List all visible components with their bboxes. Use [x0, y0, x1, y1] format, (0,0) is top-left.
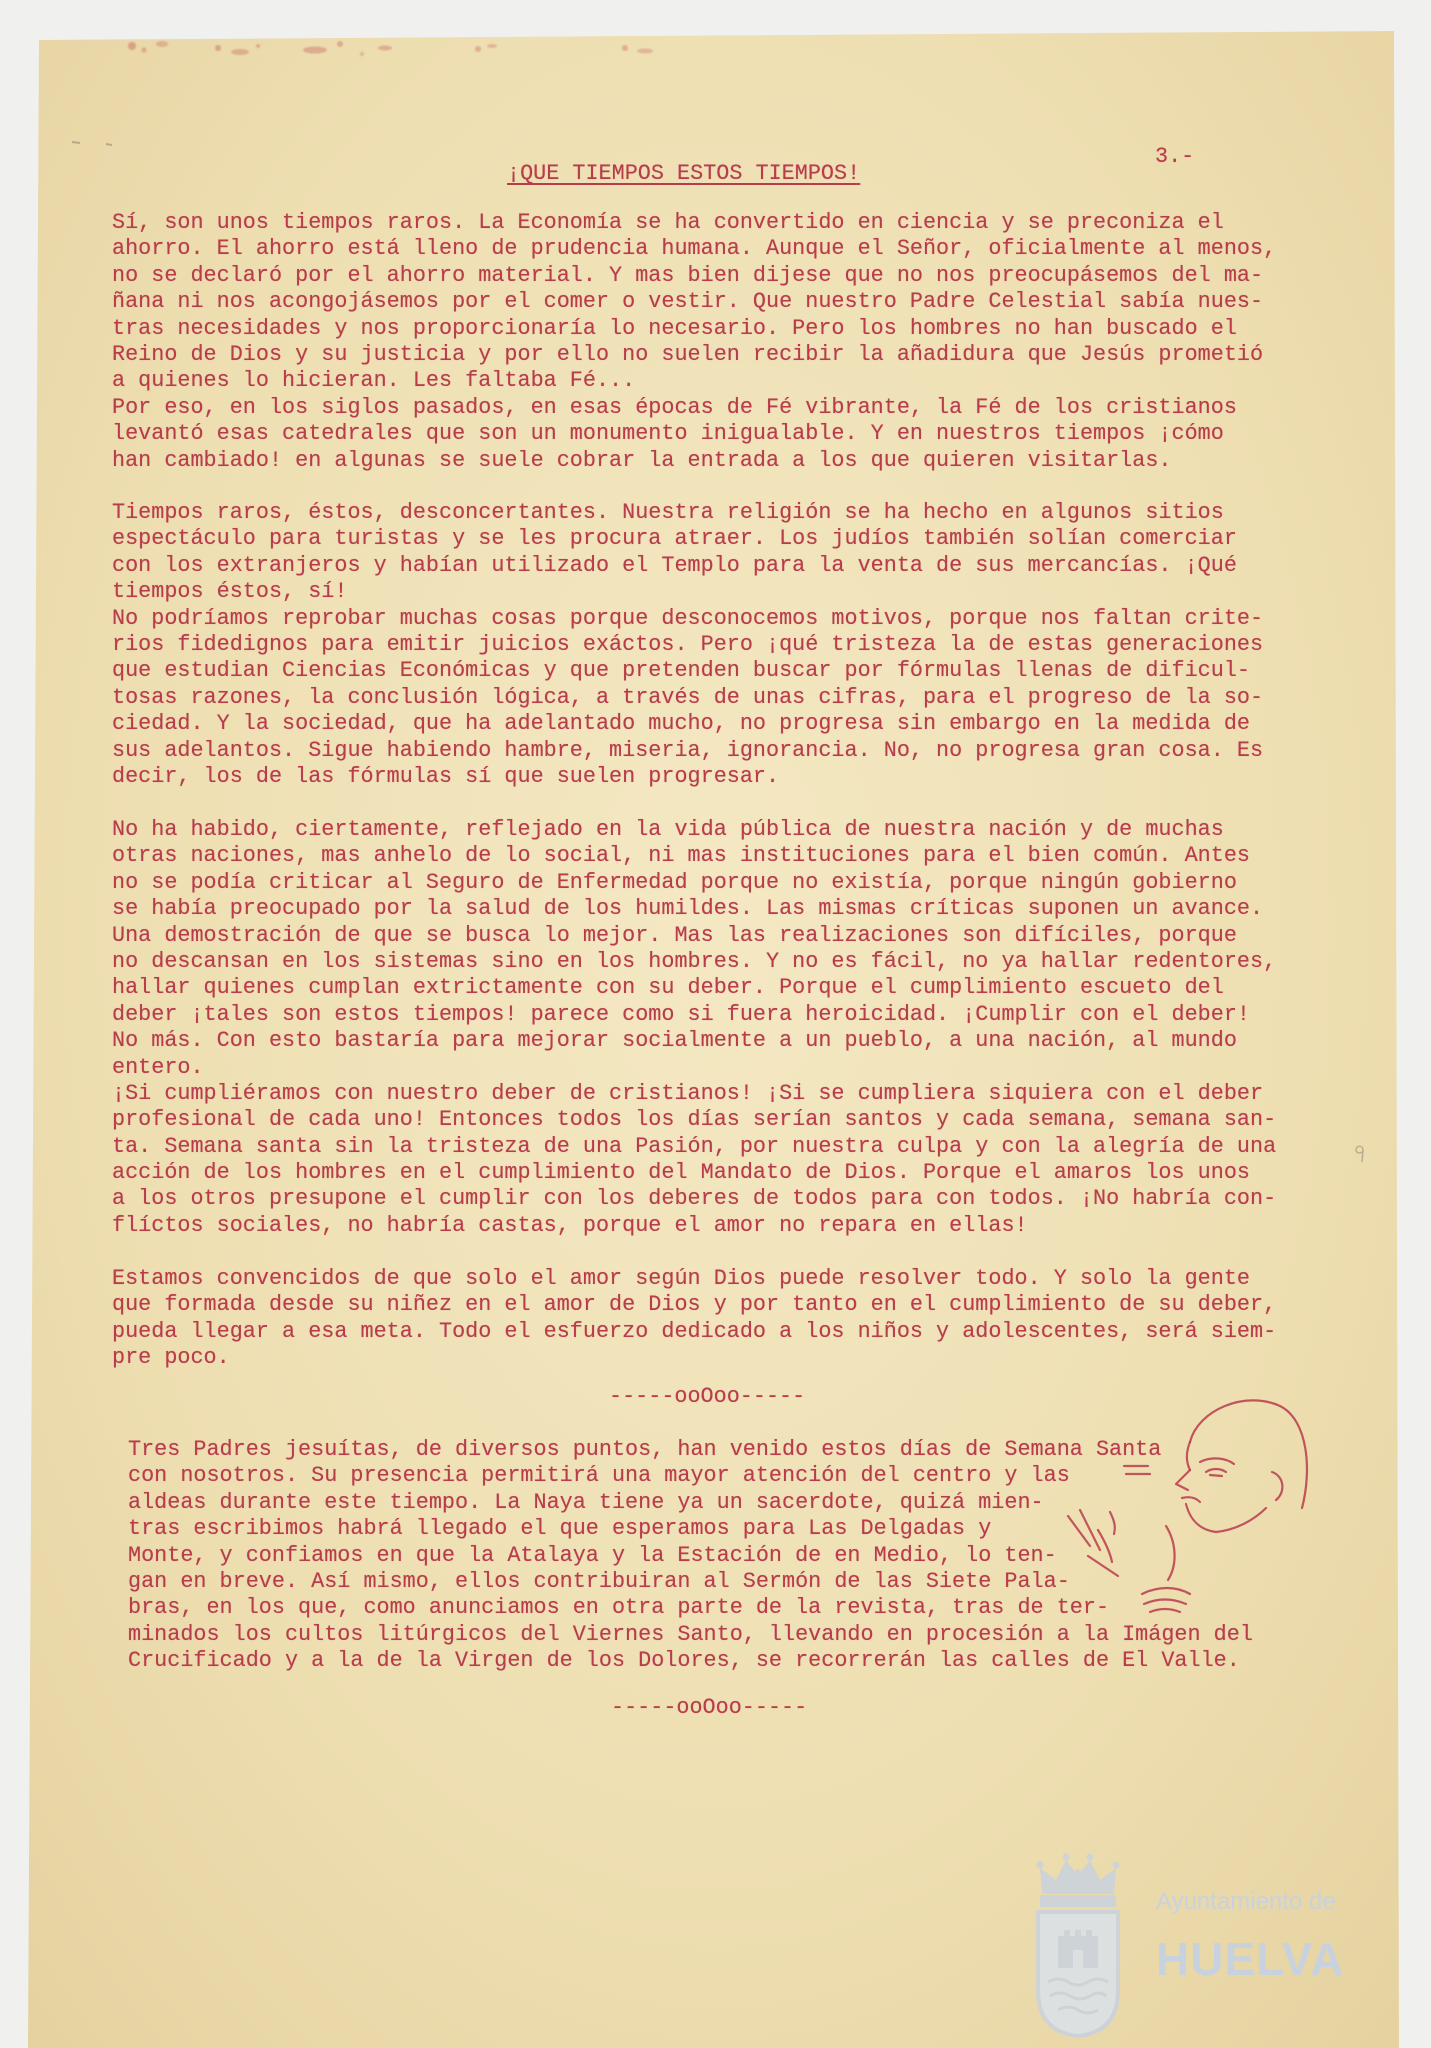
text-line: ahorro. El ahorro está lleno de prudencia humana. Aunque el Señor, oficialmente al menos, — [112, 236, 1277, 262]
text-line: no se podía criticar al Seguro de Enfermedad porque no existía, porque ningún gobierno — [112, 869, 1237, 895]
text-line: a los otros presupone el cumplir con los deberes de todos para con todos. ¡No habría con- — [112, 1186, 1277, 1212]
text-line: se había preocupado por la salud de los humildes. Las mismas críticas suponen un avance. — [112, 896, 1264, 922]
text-line: Tiempos raros, éstos, desconcertantes. Nuestra religión se ha hecho en algunos sitios — [112, 500, 1224, 525]
edge-marks — [60, 128, 130, 158]
side-mark — [1352, 1142, 1368, 1166]
text-line: Monte, y confiamos en que la Atalaya y la Estación de en Medio, lo ten- — [128, 1542, 1057, 1568]
text-line: han cambiado! en algunas se suele cobrar la entrada a los que quieren visitarlas. — [112, 447, 1172, 473]
text-line: gan en breve. Así mismo, ellos contribuiran al Sermón de las Siete Pala- — [128, 1568, 1070, 1594]
text-line: ciedad. Y la sociedad, que ha adelantado mucho, no progresa sin embargo en la medida de — [112, 711, 1250, 737]
text-line: ¡Si cumpliéramos con nuestro deber de cristianos! ¡Si se cumpliera siquiera con el deber — [112, 1080, 1264, 1106]
page-number: 3.- — [1155, 144, 1195, 169]
text-line: tiempos éstos, sí! — [112, 579, 348, 605]
separator-top: -----ooOoo----- — [609, 1384, 806, 1409]
text-line: decir, los de las fórmulas sí que suelen progresar. — [112, 763, 780, 789]
text-line: hallar quienes cumplan extrictamente con su deber. Porque el cumplimiento escueto del — [112, 975, 1224, 1001]
text-line: con nosotros. Su presencia permitirá una mayor atención del centro y las — [128, 1463, 1070, 1489]
article-title: ¡QUE TIEMPOS ESTOS TIEMPOS! — [507, 161, 861, 186]
text-line: que estudian Ciencias Económicas y que pretenden buscar por fórmulas llenas de dificul- — [112, 658, 1250, 684]
text-line: Reino de Dios y su justicia y por ello no suelen recibir la añadidura que Jesús prometió — [112, 341, 1264, 367]
text-line: deber ¡tales son estos tiempos! parece como si fuera heroicidad. ¡Cumplir con el deber! — [112, 1001, 1250, 1027]
text-line: bras, en los que, como anunciamos en otra parte de la revista, tras de ter- — [128, 1595, 1110, 1621]
text-line: no descansan en los sistemas sino en los hombres. Y no es fácil, no ya hallar redentores, — [112, 948, 1277, 974]
crest-icon — [1028, 1850, 1128, 2040]
text-line: ta. Semana santa sin la tristeza de una Pasión, por nuestra culpa y con la alegría de una — [112, 1133, 1277, 1159]
text-line: Crucificado y a la de la Virgen de los Dolores, se recorrerán las calles de El Valle. — [128, 1648, 1240, 1674]
text-line: Por eso, en los siglos pasados, en esas épocas de Fé vibrante, la Fé de los cristianos — [112, 394, 1237, 420]
paragraph-3 — [112, 817, 1276, 1239]
text-line: entero. — [112, 1054, 204, 1080]
paragraph-2 — [112, 500, 1263, 790]
text-line: Una demostración de que se busca lo mejor. Mas las realizaciones son difíciles, porque — [112, 922, 1237, 948]
watermark-line-1: Ayuntamiento de — [1156, 1888, 1336, 1915]
text-line: No podríamos reprobar muchas cosas porque desconocemos motivos, porque nos faltan crite- — [112, 605, 1264, 631]
separator-bottom: -----ooOoo----- — [611, 1695, 808, 1720]
text-line: no se declaró por el ahorro material. Y mas bien dijese que no nos preocupásemos del ma- — [112, 262, 1264, 288]
text-line: pre poco. — [112, 1345, 230, 1371]
text-line: flíctos sociales, no habría castas, porque el amor no repara en ellas! — [112, 1212, 1028, 1238]
text-line: espectáculo para turistas y se les procura atraer. Los judíos también solían comerciar — [112, 526, 1237, 552]
text-line: ñana ni nos acongojásemos por el comer o vestir. Que nuestro Padre Celestial sabía nues- — [112, 289, 1264, 315]
text-line: levantó esas catedrales que son un monumento inigualable. Y en nuestros tiempos ¡cómo — [112, 421, 1224, 447]
text-line: Sí, son unos tiempos raros. La Economía se ha convertido en ciencia y se preconiza el — [112, 210, 1224, 235]
portrait-sketch — [1040, 1380, 1330, 1640]
text-line: minados los cultos litúrgicos del Viernes Santo, llevando en procesión a la Imágen del — [128, 1621, 1253, 1647]
text-line: tosas razones, la conclusión lógica, a través de unas cifras, para el progreso de la so- — [112, 684, 1264, 710]
text-line: a quienes lo hicieran. Les faltaba Fé... — [112, 368, 636, 394]
text-line: Tres Padres jesuítas, de diversos puntos, han venido estos días de Semana Santa — [128, 1437, 1162, 1462]
text-line: rios fidedignos para emitir juicios exáctos. Pero ¡qué tristeza la de estas generaciones — [112, 631, 1264, 657]
paragraph-1 — [112, 210, 1276, 474]
paragraph-4 — [112, 1266, 1276, 1372]
text-line: con los extranjeros y habían utilizado el Templo para la venta de sus mercancías. ¡Qué — [112, 552, 1237, 578]
ink-stain-marks — [100, 34, 700, 74]
text-line: otras naciones, mas anhelo de lo social, ni mas instituciones para el bien común. Antes — [112, 843, 1250, 869]
text-line: tras escribimos habrá llegado el que esperamos para Las Delgadas y — [128, 1516, 992, 1542]
text-line: Estamos convencidos de que solo el amor según Dios puede resolver todo. Y solo la gente — [112, 1266, 1250, 1291]
text-line: aldeas durante este tiempo. La Naya tiene ya un sacerdote, quizá mien- — [128, 1489, 1044, 1515]
text-line: No más. Con esto bastaría para mejorar socialmente a un pueblo, a una nación, al mundo — [112, 1028, 1237, 1054]
watermark-line-2: HUELVA — [1156, 1933, 1345, 1985]
text-line: profesional de cada uno! Entonces todos los días serían santos y cada semana, semana san- — [112, 1107, 1277, 1133]
text-line: acción de los hombres en el cumplimiento del Mandato de Dios. Porque el amaros los unos — [112, 1160, 1250, 1186]
text-line: que formada desde su niñez en el amor de Dios y por tanto en el cumplimiento de su deber, — [112, 1292, 1277, 1318]
text-line: No ha habido, ciertamente, reflejado en la vida pública de nuestra nación y de muchas — [112, 817, 1224, 842]
text-line: tras necesidades y nos proporcionaría lo necesario. Pero los hombres no han buscado el — [112, 315, 1237, 341]
text-line: sus adelantos. Sigue habiendo hambre, miseria, ignorancia. No, no progresa gran cosa. Es — [112, 737, 1264, 763]
text-line: pueda llegar a esa meta. Todo el esfuerzo dedicado a los niños y adolescentes, será siem- — [112, 1318, 1277, 1344]
